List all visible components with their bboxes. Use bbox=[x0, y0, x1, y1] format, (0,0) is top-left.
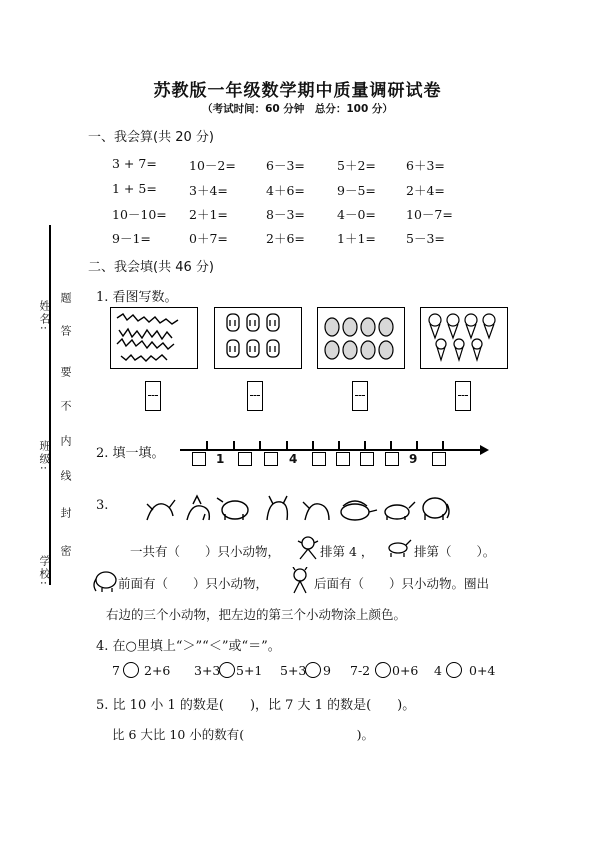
compare-left: 5+3 bbox=[280, 663, 307, 678]
tick bbox=[233, 441, 235, 450]
section1-heading: 一、我会算(共 20 分) bbox=[88, 130, 214, 145]
q5-line2: 比 6 大比 10 小的数有( )。 bbox=[112, 727, 375, 742]
number-blank[interactable] bbox=[192, 452, 206, 466]
calc-item: 4＋6= bbox=[266, 183, 305, 198]
q5-line1: 5. 比 10 小 1 的数是( )，比 7 大 1 的数是( )。 bbox=[96, 698, 416, 713]
seal-word: 题 bbox=[59, 292, 72, 305]
q3-line1-a: 一共有（ ）只小动物， bbox=[130, 544, 281, 559]
number-line-arrow-icon bbox=[480, 445, 489, 455]
elephants-icon bbox=[215, 308, 299, 366]
seal-word: 密 bbox=[59, 545, 72, 558]
answer-box[interactable] bbox=[455, 381, 471, 411]
number-line bbox=[180, 449, 482, 451]
tick bbox=[206, 441, 208, 450]
calc-item: 8－3= bbox=[266, 207, 305, 222]
tick bbox=[338, 441, 340, 450]
q3-line2-a: 前面有（ ）只小动物， bbox=[118, 576, 269, 591]
tick bbox=[442, 441, 444, 450]
number-blank[interactable] bbox=[385, 452, 399, 466]
compare-right: 0+6 bbox=[392, 663, 419, 678]
calc-item: 2＋1= bbox=[189, 207, 228, 222]
school-label: 学校: bbox=[38, 555, 51, 587]
q3-line2-b: 后面有（ ）只小动物。圈出 bbox=[314, 576, 490, 591]
seal-word: 不 bbox=[59, 400, 72, 413]
calc-item: 2＋6= bbox=[266, 231, 305, 246]
compare-right: 9 bbox=[323, 663, 331, 678]
q3-line1-b: 排第 4 ， bbox=[320, 544, 374, 559]
ice-cream-icon bbox=[421, 308, 505, 366]
seal-word: 要 bbox=[59, 366, 72, 379]
calc-item: 5＋2= bbox=[337, 158, 376, 173]
q4-label: 4. 在○里填上“＞”“＜”或“＝”。 bbox=[96, 639, 281, 654]
page-title: 苏教版一年级数学期中质量调研试卷 bbox=[153, 81, 442, 101]
calc-item: 10－7= bbox=[406, 207, 453, 222]
seal-word: 线 bbox=[59, 470, 72, 483]
seal-word: 封 bbox=[59, 507, 72, 520]
number-blank[interactable] bbox=[432, 452, 446, 466]
compare-circle[interactable] bbox=[446, 662, 462, 678]
number-line-label: 9 bbox=[409, 452, 418, 466]
tick bbox=[364, 441, 366, 450]
q3-line1-c: 排第（ ）。 bbox=[414, 544, 496, 559]
number-line-label: 1 bbox=[216, 452, 225, 466]
dog-icon bbox=[386, 537, 412, 557]
seal-word: 内 bbox=[59, 435, 72, 448]
pears-icon bbox=[318, 308, 402, 366]
calc-item: 9－1= bbox=[112, 231, 151, 246]
answer-box[interactable] bbox=[352, 381, 368, 411]
q2-label: 2. 填一填。 bbox=[96, 446, 165, 461]
picture-box-pears bbox=[317, 307, 405, 369]
section2-heading: 二、我会填(共 46 分) bbox=[88, 260, 214, 275]
q3-label: 3. bbox=[96, 498, 109, 513]
calc-item: 5－3= bbox=[406, 231, 445, 246]
calc-item: 3 + 7= bbox=[112, 156, 157, 171]
number-blank[interactable] bbox=[312, 452, 326, 466]
compare-left: 4 bbox=[434, 663, 442, 678]
number-line-label: 4 bbox=[289, 452, 298, 466]
calc-item: 6－3= bbox=[266, 158, 305, 173]
picture-box-8-elephants bbox=[214, 307, 302, 369]
calc-item: 6＋3= bbox=[406, 158, 445, 173]
compare-left: 3+3 bbox=[194, 663, 221, 678]
compare-circle[interactable] bbox=[219, 662, 235, 678]
tick bbox=[286, 441, 288, 450]
calc-item: 9－5= bbox=[337, 183, 376, 198]
number-blank[interactable] bbox=[360, 452, 374, 466]
scribble-animals-icon bbox=[111, 308, 195, 366]
q3-line3: 右边的三个小动物，把左边的第三个小动物涂上颜色。 bbox=[106, 607, 407, 622]
compare-right: 2+6 bbox=[144, 663, 171, 678]
exam-info: （考试时间：60 分钟 总分：100 分） bbox=[202, 103, 393, 115]
calc-item: 1 + 5= bbox=[112, 181, 157, 196]
tick bbox=[312, 441, 314, 450]
picture-box-ice-creams bbox=[420, 307, 508, 369]
q1-label: 1. 看图写数。 bbox=[96, 290, 178, 305]
calc-item: 10－10= bbox=[112, 207, 167, 222]
tick bbox=[259, 441, 261, 450]
binding-line bbox=[49, 225, 51, 585]
calc-item: 0＋7= bbox=[189, 231, 228, 246]
calc-item: 2＋4= bbox=[406, 183, 445, 198]
elephant-icon bbox=[92, 569, 118, 593]
class-label: 班级: bbox=[38, 440, 51, 472]
seal-word: 答 bbox=[59, 325, 72, 338]
compare-circle[interactable] bbox=[123, 662, 139, 678]
answer-box[interactable] bbox=[145, 381, 161, 411]
animal-row-icon bbox=[143, 490, 451, 528]
compare-right: 5+1 bbox=[236, 663, 263, 678]
tick bbox=[390, 441, 392, 450]
compare-right: 0+4 bbox=[469, 663, 496, 678]
number-blank[interactable] bbox=[336, 452, 350, 466]
number-blank[interactable] bbox=[264, 452, 278, 466]
compare-circle[interactable] bbox=[375, 662, 391, 678]
number-blank[interactable] bbox=[238, 452, 252, 466]
clown-icon bbox=[296, 535, 320, 561]
calc-item: 1＋1= bbox=[337, 231, 376, 246]
tick bbox=[416, 441, 418, 450]
name-label: 姓名: bbox=[38, 300, 51, 332]
compare-circle[interactable] bbox=[305, 662, 321, 678]
compare-left: 7-2 bbox=[350, 663, 371, 678]
calc-item: 4－0= bbox=[337, 207, 376, 222]
answer-box[interactable] bbox=[247, 381, 263, 411]
cat-icon bbox=[288, 567, 312, 595]
calc-item: 10－2= bbox=[189, 158, 236, 173]
compare-left: 7 bbox=[112, 663, 120, 678]
calc-item: 3＋4= bbox=[189, 183, 228, 198]
picture-box-9-animals bbox=[110, 307, 198, 369]
